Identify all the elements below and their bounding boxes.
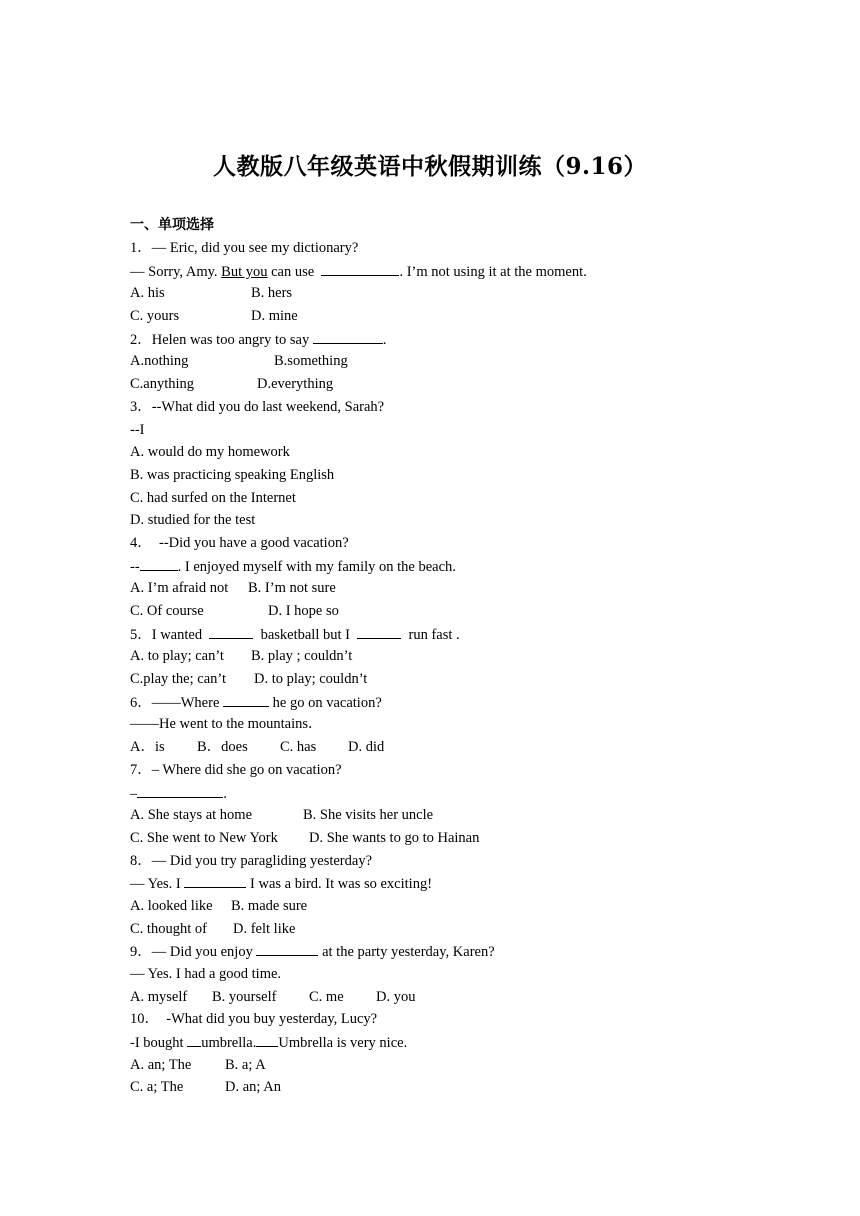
option-d: D. you xyxy=(376,988,416,1005)
option-d: D. She wants to go to Hainan xyxy=(309,829,480,846)
option-a: A. She stays at home xyxy=(130,807,253,824)
option-c: C. She went to New York xyxy=(130,829,278,846)
question-7-options-cd xyxy=(130,827,750,850)
reply-text: — Sorry, Amy. xyxy=(130,263,222,280)
question-2-options-cd xyxy=(130,373,750,396)
stem-text: basketball but I xyxy=(253,626,358,643)
answer-blank xyxy=(209,623,253,639)
option-a: A.nothing xyxy=(130,353,189,370)
question-10-options-cd xyxy=(130,1076,750,1099)
option-d: D. studied for the test xyxy=(130,512,256,529)
question-5-stem xyxy=(130,623,750,646)
option-a: A. would do my homework xyxy=(130,444,290,461)
option-a: A. to play; can’t xyxy=(130,648,224,665)
reply-text: can use xyxy=(267,263,322,280)
stem-text: 5．I wanted xyxy=(130,626,210,643)
option-a: A. his xyxy=(130,285,165,302)
option-b: B. play ; couldn’t xyxy=(251,648,353,665)
option-a: A. looked like xyxy=(130,897,213,914)
answer-text: . xyxy=(223,785,227,802)
option-d: D.everything xyxy=(257,376,334,393)
question-6-answer: ——He went to the mountains． xyxy=(130,716,323,733)
question-9-options xyxy=(130,986,750,1009)
question-10-reply xyxy=(130,1031,750,1054)
question-9-stem xyxy=(130,940,750,963)
question-7-options-ab xyxy=(130,804,750,827)
stem-text: 2．Helen was too angry to say xyxy=(130,331,313,348)
question-4-options-ab xyxy=(130,577,750,600)
answer-blank xyxy=(313,328,383,344)
question-4-stem: 4． --Did you have a good vacation? xyxy=(130,534,349,551)
option-b: B.something xyxy=(274,353,348,370)
question-10-options-ab xyxy=(130,1054,750,1077)
question-2-stem xyxy=(130,328,750,351)
underlined-text: But you xyxy=(221,263,268,280)
option-b: B．does xyxy=(197,739,248,756)
option-c: C.anything xyxy=(130,376,195,393)
page-title: 人教版八年级英语中秋假期训练（9.16） xyxy=(212,153,648,180)
option-c: C. a; The xyxy=(130,1079,184,1096)
reply-text: -I bought xyxy=(130,1035,188,1052)
question-3-stem: 3．--What did you do last weekend, Sarah? xyxy=(130,398,385,415)
answer-blank xyxy=(357,623,401,639)
reply-text: Umbrella is very nice. xyxy=(278,1035,408,1052)
option-d: D. did xyxy=(348,739,385,756)
answer-blank xyxy=(187,1031,201,1047)
stem-text: at the party yesterday, Karen? xyxy=(318,944,495,961)
reply-text: — Yes. I xyxy=(130,876,185,893)
question-1-stem: 1．— Eric, did you see my dictionary? xyxy=(130,240,359,256)
option-a: A. I’m afraid not xyxy=(130,580,229,597)
stem-text: 9．— Did you enjoy xyxy=(130,944,257,961)
option-c: C. had surfed on the Internet xyxy=(130,489,296,506)
question-3-answer: --I xyxy=(130,421,145,438)
question-7-stem: 7．– Where did she go on vacation? xyxy=(130,761,342,778)
stem-text: he go on vacation? xyxy=(269,694,382,711)
question-4-reply xyxy=(130,555,750,578)
stem-text: . xyxy=(382,331,387,348)
reply-text: umbrella. xyxy=(201,1035,257,1052)
option-b: B. made sure xyxy=(231,897,308,914)
question-8-stem: 8．— Did you try paragliding yesterday? xyxy=(130,852,373,869)
question-8-options-cd xyxy=(130,918,750,941)
section-heading: 一、单项选择 xyxy=(130,217,214,233)
answer-blank xyxy=(184,872,246,888)
question-5-options-cd xyxy=(130,668,750,691)
question-7-answer xyxy=(130,782,750,805)
question-9-answer: — Yes. I had a good time. xyxy=(130,966,282,982)
question-2-options-ab xyxy=(130,350,750,373)
answer-blank xyxy=(256,940,318,956)
answer-blank xyxy=(223,691,269,707)
option-c: C. thought of xyxy=(130,920,207,937)
question-10-stem: 10． -What did you buy yesterday, Lucy? xyxy=(130,1011,378,1028)
stem-text: run fast . xyxy=(401,626,460,643)
option-b: B. She visits her uncle xyxy=(303,807,434,824)
question-8-reply xyxy=(130,872,750,895)
question-1-options-cd xyxy=(130,305,750,328)
stem-text: 6．——Where xyxy=(130,694,224,711)
option-c: C.play the; can’t xyxy=(130,671,226,688)
option-c: C. Of course xyxy=(130,603,204,619)
option-d: D. I hope so xyxy=(268,603,339,619)
question-6-options xyxy=(130,736,750,759)
reply-text: I was a bird. It was so exciting! xyxy=(246,876,433,893)
option-c: C. me xyxy=(309,988,344,1005)
option-a: A．is xyxy=(130,739,165,756)
question-list xyxy=(130,237,750,1099)
answer-blank xyxy=(137,782,223,798)
reply-text: . I’m not using it at the moment. xyxy=(399,263,587,280)
question-4-options-cd xyxy=(130,600,750,623)
option-b: B. was practicing speaking English xyxy=(130,466,335,483)
option-d: D. felt like xyxy=(233,920,296,937)
option-a: A. an; The xyxy=(130,1056,192,1073)
answer-blank xyxy=(140,555,178,571)
option-b: B. hers xyxy=(251,285,293,302)
option-c: C. has xyxy=(280,739,317,756)
question-6-stem xyxy=(130,691,750,714)
reply-text: . I enjoyed myself with my family on the beach. xyxy=(177,558,456,575)
option-b: B. a; A xyxy=(225,1056,266,1073)
option-d: D. mine xyxy=(251,308,298,325)
answer-blank xyxy=(321,260,399,276)
question-1-options-ab xyxy=(130,282,750,305)
option-a: A. myself xyxy=(130,988,188,1005)
option-d: D. to play; couldn’t xyxy=(254,671,368,688)
option-c: C. yours xyxy=(130,308,180,325)
question-8-options-ab xyxy=(130,895,750,918)
answer-blank xyxy=(256,1031,278,1047)
option-b: B. yourself xyxy=(212,988,277,1005)
question-5-options-ab xyxy=(130,645,750,668)
answer-text: – xyxy=(130,785,138,802)
option-d: D. an; An xyxy=(225,1079,281,1096)
reply-text: -- xyxy=(130,558,140,575)
option-b: B. I’m not sure xyxy=(248,580,336,597)
question-1-reply xyxy=(130,260,750,283)
